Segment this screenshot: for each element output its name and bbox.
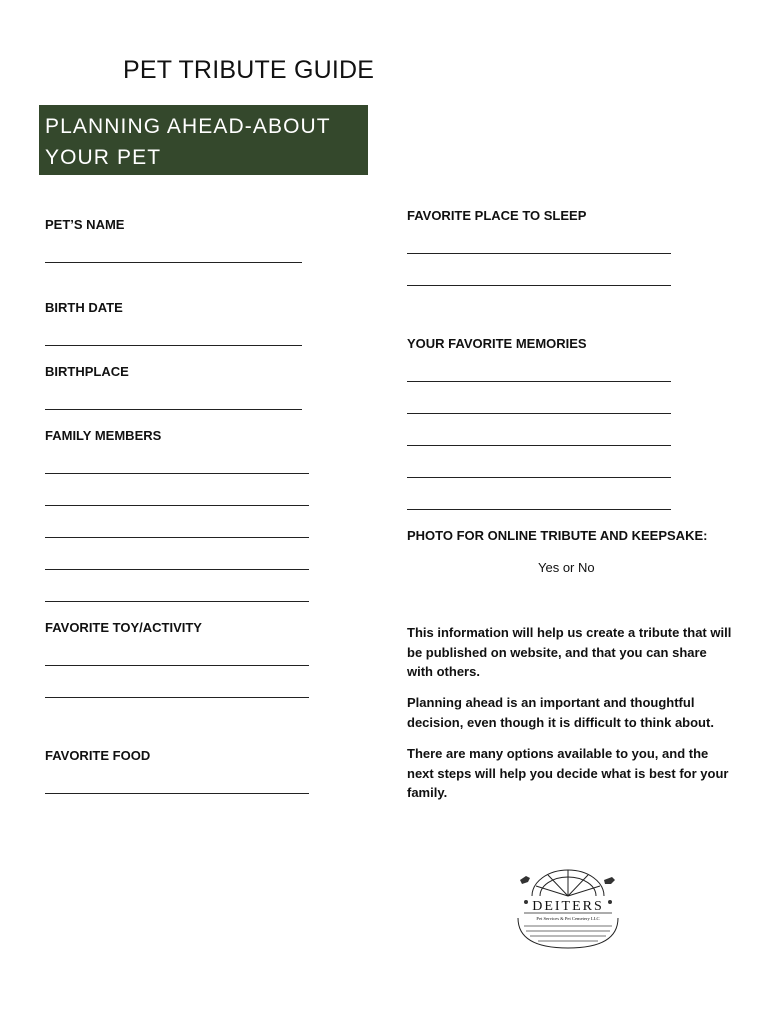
memories-field-3[interactable] xyxy=(407,445,671,446)
birthplace-label: BIRTHPLACE xyxy=(45,364,129,379)
memories-field-5[interactable] xyxy=(407,509,671,510)
favorite-place-field-1[interactable] xyxy=(407,253,671,254)
family-members-field-5[interactable] xyxy=(45,601,309,602)
pets-name-field[interactable] xyxy=(45,262,302,263)
favorite-toy-field-1[interactable] xyxy=(45,665,309,666)
favorite-toy-field-2[interactable] xyxy=(45,697,309,698)
favorite-place-field-2[interactable] xyxy=(407,285,671,286)
family-members-field-3[interactable] xyxy=(45,537,309,538)
family-members-label: FAMILY MEMBERS xyxy=(45,428,162,443)
yes-or-no-option[interactable]: Yes or No xyxy=(538,560,595,575)
favorite-toy-label: FAVORITE TOY/ACTIVITY xyxy=(45,620,202,635)
info-paragraph-2: Planning ahead is an important and thoughtful decision, even though it is difficult to think about. xyxy=(407,695,714,730)
pets-name-label: PET’S NAME xyxy=(45,217,125,232)
info-paragraph-3: There are many options available to you, and the next steps will help you decide what is best for your family. xyxy=(407,746,729,800)
logo-brand-name: DEITERS xyxy=(532,899,604,914)
memories-field-2[interactable] xyxy=(407,413,671,414)
banner-line-1: PLANNING AHEAD-ABOUT xyxy=(45,115,331,138)
memories-label: YOUR FAVORITE MEMORIES xyxy=(407,336,587,351)
birthplace-field[interactable] xyxy=(45,409,302,410)
info-paragraph-1: This information will help us create a tribute that will be published on website, and that you can share with others. xyxy=(407,625,732,679)
memories-field-1[interactable] xyxy=(407,381,671,382)
favorite-food-label: FAVORITE FOOD xyxy=(45,748,151,763)
family-members-field-4[interactable] xyxy=(45,569,309,570)
family-members-field-2[interactable] xyxy=(45,505,309,506)
family-members-field-1[interactable] xyxy=(45,473,309,474)
logo-tagline: Pet Services & Pet Cemetery LLC xyxy=(536,916,600,921)
memories-field-4[interactable] xyxy=(407,477,671,478)
section-banner xyxy=(39,105,368,175)
page-title: PET TRIBUTE GUIDE xyxy=(123,56,375,84)
photo-label: PHOTO FOR ONLINE TRIBUTE AND KEEPSAKE: xyxy=(407,528,708,543)
birth-date-field[interactable] xyxy=(45,345,302,346)
favorite-place-label: FAVORITE PLACE TO SLEEP xyxy=(407,208,587,223)
deiters-logo xyxy=(512,866,624,950)
favorite-food-field[interactable] xyxy=(45,793,309,794)
birth-date-label: BIRTH DATE xyxy=(45,300,123,315)
banner-line-2: YOUR PET xyxy=(45,146,162,169)
